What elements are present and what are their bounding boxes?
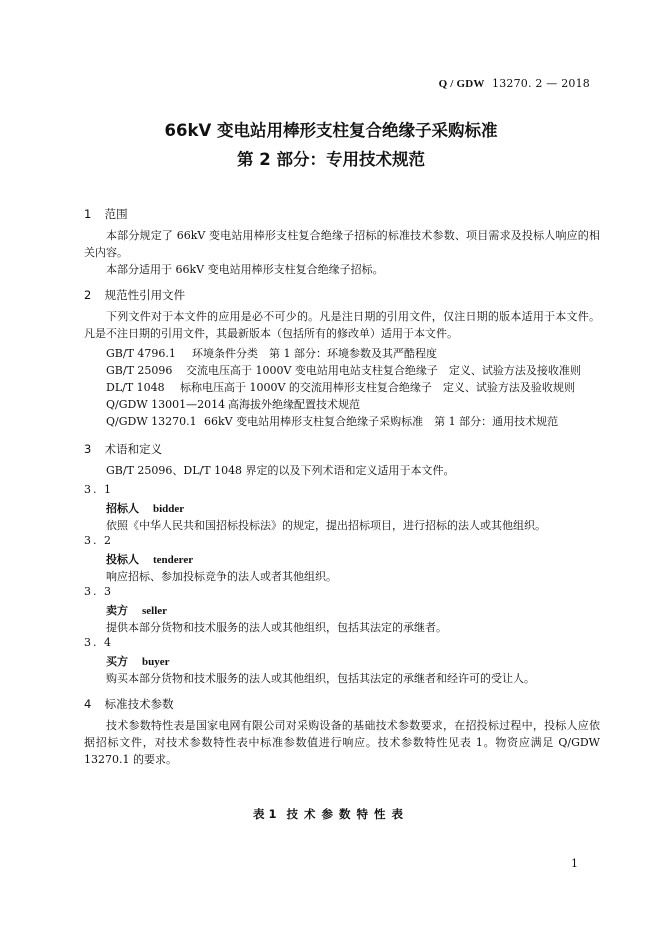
term-en: buyer xyxy=(142,656,170,668)
standard-prefix: Q / GDW xyxy=(438,78,485,90)
term-heading xyxy=(106,602,167,618)
term-definition: 购买本部分货物和技术服务的法人或其他组织，包括其法定的承继者和经许可的受让人。 xyxy=(106,672,535,685)
reference-item xyxy=(106,396,360,412)
term-zh: 卖方 xyxy=(106,604,128,617)
term-zh: 买方 xyxy=(106,655,128,668)
term-en: seller xyxy=(142,605,168,617)
reference-title: 高海拔外绝缘配置技术规范 xyxy=(228,398,360,411)
term-en: tenderer xyxy=(153,554,194,566)
section-number: 4 xyxy=(84,697,92,711)
section-2-intro: 下列文件对于本文件的应用是必不可少的。凡是注日期的引用文件，仅注日期的版本适用于本文件。凡是不注日期的引用文件，其最新版本（包括所有的修改单）适用于本文件。 xyxy=(84,310,600,340)
reference-item xyxy=(106,413,558,429)
section-1-paragraph-1: 本部分规定了 66kV 变电站用棒形支柱复合绝缘子招标的标准技术参数、项目需求及投标人响应的相关内容。 xyxy=(84,229,600,259)
term-zh: 招标人 xyxy=(106,502,139,515)
section-3-heading xyxy=(84,441,162,457)
document-title-line2: 第 2 部分：专用技术规范 xyxy=(237,150,425,169)
section-4-heading xyxy=(84,696,174,712)
reference-code: Q/GDW 13270.1 xyxy=(106,415,197,428)
term-heading xyxy=(106,500,184,516)
table-caption xyxy=(0,806,662,822)
reference-item xyxy=(106,345,437,361)
term-definition: 响应招标、参加投标竞争的法人或者其他组织。 xyxy=(106,570,337,583)
document-title-line1: 66kV 变电站用棒形支柱复合绝缘子采购标准 xyxy=(164,121,498,140)
reference-title: 标称电压高于 1000V 的交流用棒形支柱复合绝缘子 定义、试验方法及验收规则 xyxy=(180,381,575,394)
term-number: 3. 1 xyxy=(84,483,113,496)
reference-title: 环境条件分类 第 1 部分：环境参数及其严酷程度 xyxy=(192,347,437,360)
section-title: 规范性引用文件 xyxy=(104,288,186,302)
section-1-paragraph-2: 本部分适用于 66kV 变电站用棒形支柱复合绝缘子招标。 xyxy=(106,263,384,276)
term-number: 3. 2 xyxy=(84,534,113,547)
document-header xyxy=(439,77,590,90)
term-heading xyxy=(106,551,193,567)
page-number: 1 xyxy=(571,857,578,870)
reference-code: GB/T 25096 xyxy=(106,364,173,377)
section-4-paragraph-1: 技术参数特性表是国家电网有限公司对采购设备的基础技术参数要求，在招投标过程中，投标人应依据招标文件，对技术参数特性表中标准参数值进行响应。技术参数特性见表 1。物资应满足 Q/GDW 13270.1 的要求。 xyxy=(84,719,600,766)
section-title: 标准技术参数 xyxy=(104,697,174,711)
reference-code: GB/T 4796.1 xyxy=(106,347,176,360)
section-number: 1 xyxy=(84,207,92,221)
reference-code: DL/T 1048 xyxy=(106,381,165,394)
term-heading xyxy=(106,653,170,669)
term-en: bidder xyxy=(153,503,185,515)
table-title: 技术参数特性表 xyxy=(286,807,409,821)
section-title: 术语和定义 xyxy=(104,442,163,456)
reference-item xyxy=(106,362,581,378)
term-number: 3. 4 xyxy=(84,636,113,649)
term-definition: 提供本部分货物和技术服务的法人或其他组织，包括其法定的承继者。 xyxy=(106,621,447,634)
section-2-heading xyxy=(84,287,185,303)
reference-title: 66kV 变电站用棒形支柱复合绝缘子采购标准 第 1 部分：通用技术规范 xyxy=(204,415,559,428)
section-number: 3 xyxy=(84,442,92,456)
reference-code: Q/GDW 13001—2014 xyxy=(106,398,226,411)
section-number: 2 xyxy=(84,288,92,302)
reference-item xyxy=(106,379,575,395)
term-definition: 依照《中华人民共和国招标投标法》的规定，提出招标项目，进行招标的法人或其他组织。 xyxy=(106,519,546,532)
section-3-intro: GB/T 25096、DL/T 1048 界定的以及下列术语和定义适用于本文件。 xyxy=(106,464,455,477)
term-zh: 投标人 xyxy=(106,553,139,566)
term-number: 3. 3 xyxy=(84,585,113,598)
table-label: 表 1 xyxy=(252,807,277,821)
section-title: 范围 xyxy=(104,207,128,221)
reference-title: 交流电压高于 1000V 变电站用电站支柱复合绝缘子 定义、试验方法及接收准则 xyxy=(186,364,581,377)
section-1-heading xyxy=(84,206,128,222)
standard-number: 13270. 2 — 2018 xyxy=(492,77,590,90)
